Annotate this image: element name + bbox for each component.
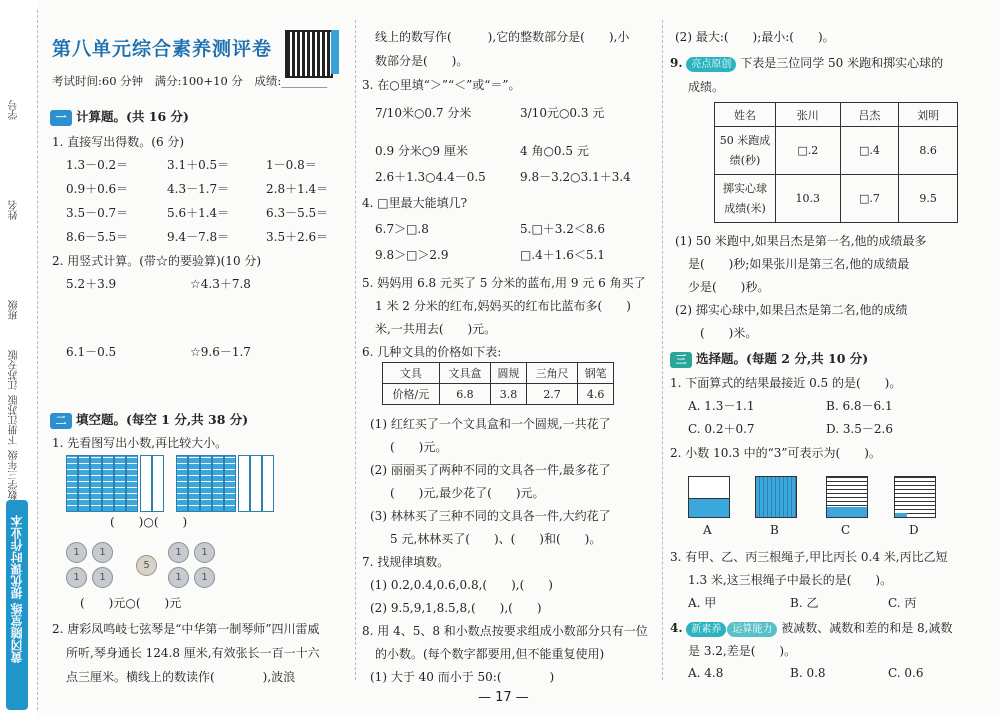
table-cell: 价格/元 — [383, 384, 440, 405]
section-3-heading — [670, 349, 868, 368]
q4-prompt: 4. □里最大能填几? — [362, 196, 468, 210]
fig-d-icon — [894, 476, 936, 518]
column-divider — [662, 20, 663, 680]
table-cell: 10.3 — [776, 175, 841, 223]
table-row — [715, 127, 958, 175]
strip-empty — [250, 455, 262, 512]
table-cell: 6.8 — [439, 384, 490, 405]
strip-empty — [262, 455, 274, 512]
q9-1a: (1) 50 米跑中,如果吕杰是第一名,他的成绩最多 — [675, 234, 927, 248]
option: A. 1.3－1.1 — [688, 399, 755, 413]
coin-icon: 1 — [66, 542, 87, 563]
c4-line1: 4. 新素养 运算能力 被减数、减数和差的和是 8,减数 — [670, 621, 953, 635]
fig1-caption: ( )○( ) — [110, 515, 188, 529]
option: C. 丙 — [888, 596, 917, 610]
table-cell: 50 米跑成绩(秒) — [715, 127, 776, 175]
fig-a-icon — [688, 476, 730, 518]
q6-3a: (3) 林林买了三种不同的文具各一件,大约花了 — [370, 509, 611, 523]
q9-1b: 是( )秒;如果张川是第三名,他的成绩最 — [688, 257, 910, 271]
spine-label-grade: 数学三年级 — [9, 450, 20, 500]
table-row — [715, 103, 958, 127]
q5-line2: 1 米 2 分米的红布,妈妈买的红布比蓝布多( ) — [375, 299, 631, 313]
s1-q2: 2. 用竖式计算。(带☆的要验算)(10 分) — [52, 254, 262, 268]
fig-c-icon — [826, 476, 868, 518]
table-cell: 三角尺 — [526, 363, 577, 384]
coin-icon: 1 — [194, 567, 215, 588]
strip-shaded — [126, 455, 138, 512]
q6-2b: ( )元,最少花了( )元。 — [390, 486, 545, 500]
section-2-title: 填空题。(每空 1 分,共 38 分) — [76, 412, 249, 427]
q9-line1: 9. 亮点原创 下表是三位同学 50 米跑和掷实心球的 — [670, 56, 944, 70]
s2-q2-line2: 所听,琴身通长 124.8 厘米,有效张长一百一十六 — [66, 646, 320, 660]
c3-line2: 1.3 米,这三根绳子中最长的是( )。 — [688, 573, 893, 587]
calc-item: 3.1＋0.5＝ — [167, 158, 230, 172]
strip-shaded — [200, 455, 212, 512]
table-cell: 掷实心球成绩(米) — [715, 175, 776, 223]
vertical-calc-item: 6.1－0.5 — [66, 345, 117, 359]
fill-item: 9.8＞□＞2.9 — [375, 248, 449, 262]
coin-5-icon: 5 — [136, 555, 157, 576]
spine-label-version: 江苏版 — [9, 395, 20, 425]
fig-label: C — [841, 523, 851, 537]
table-cell: □.4 — [840, 127, 899, 175]
calc-item: 2.8＋1.4＝ — [266, 182, 329, 196]
q9-1c: 少是( )秒。 — [688, 280, 770, 294]
compare-item: 7/10米○0.7 分米 — [375, 106, 472, 120]
coin-icon: 1 — [168, 542, 189, 563]
coin-icon: 1 — [92, 542, 113, 563]
strip-empty — [238, 455, 250, 512]
table-row — [715, 175, 958, 223]
page-title: 第八单元综合素养测评卷 — [52, 38, 273, 60]
q9-2b: ( )米。 — [700, 326, 758, 340]
vertical-calc-item: ☆4.3＋7.8 — [190, 277, 251, 291]
spine-label-name: 姓名 — [9, 200, 20, 220]
q6-2a: (2) 丽丽买了两种不同的文具各一件,最多花了 — [370, 463, 611, 477]
option: B. 乙 — [790, 596, 819, 610]
spine-label-class: 班级 — [9, 300, 20, 320]
fig2-caption: ( )元○( )元 — [80, 596, 182, 610]
vertical-calc-item: ☆9.6－1.7 — [190, 345, 251, 359]
table-cell: 圆规 — [491, 363, 527, 384]
calc-item: 0.9＋0.6＝ — [66, 182, 129, 196]
spine-brand-text: 黄冈随堂练 提优课时作业本 — [10, 515, 24, 664]
calc-item: 9.4－7.8＝ — [167, 230, 230, 244]
s1-q1: 1. 直接写出得数。(6 分) — [52, 135, 185, 149]
table-cell: □.7 — [840, 175, 899, 223]
fill-item: 5.□＋3.2＜8.6 — [520, 222, 605, 236]
calc-item: 1.3－0.2＝ — [66, 158, 129, 172]
q8-2: (2) 最大:( );最小:( )。 — [675, 30, 835, 44]
price-table — [382, 362, 614, 405]
fig-label: B — [770, 523, 779, 537]
fill-item: □.4＋1.6＜5.1 — [520, 248, 605, 262]
q7-2: (2) 9.5,9,1,8.5,8,( ),( ) — [370, 601, 542, 615]
exam-meta: 考试时间:60 分钟 满分:100+10 分 成绩:________ — [52, 74, 328, 88]
strip-shaded — [176, 455, 188, 512]
q7-1: (1) 0.2,0.4,0.6,0.8,( ),( ) — [370, 578, 553, 592]
qr-tag — [331, 30, 339, 74]
option: B. 6.8－6.1 — [826, 399, 893, 413]
q8-line1: 8. 用 4、5、8 和小数点按要求组成小数部分只有一位 — [362, 624, 648, 638]
table-cell: 9.5 — [899, 175, 958, 223]
strip-empty — [140, 455, 152, 512]
strip-shaded — [212, 455, 224, 512]
table-cell: 刘明 — [899, 103, 958, 127]
sports-table — [714, 102, 958, 223]
table-cell: 4.6 — [578, 384, 614, 405]
table-cell: 张川 — [776, 103, 841, 127]
strip-shaded — [90, 455, 102, 512]
table-cell: 钢笔 — [578, 363, 614, 384]
table-row — [383, 363, 614, 384]
coin-icon: 1 — [92, 567, 113, 588]
calc-item: 5.6＋1.4＝ — [167, 206, 230, 220]
section-3-number: 三 — [670, 352, 692, 368]
fig-b-icon — [755, 476, 797, 518]
c2-prompt: 2. 小数 10.3 中的“3”可表示为( )。 — [670, 446, 881, 460]
strip-shaded — [78, 455, 90, 512]
q9-line2: 成绩。 — [688, 80, 725, 94]
option: C. 0.2＋0.7 — [688, 422, 755, 436]
table-cell: 文具盒 — [439, 363, 490, 384]
c4-text: 被减数、减数和差的和是 8,减数 — [781, 621, 953, 635]
page-number: — 17 — — [478, 690, 529, 705]
table-cell: □.2 — [776, 127, 841, 175]
q6-1b: ( )元。 — [390, 440, 448, 454]
qr-code-icon — [285, 30, 333, 78]
s2-q2-line1: 2. 唐彩凤鸣岐七弦琴是“中华第一制琴师”四川雷威 — [52, 622, 320, 636]
option: A. 4.8 — [688, 666, 724, 680]
q8-1: (1) 大于 40 而小于 50:( ) — [370, 670, 555, 684]
column-divider — [355, 20, 356, 680]
table-cell: 8.6 — [899, 127, 958, 175]
calc-item: 4.3－1.7＝ — [167, 182, 230, 196]
binding-spine — [0, 0, 38, 716]
calc-item: 8.6－5.5＝ — [66, 230, 129, 244]
table-row — [383, 384, 614, 405]
coin-icon: 1 — [168, 567, 189, 588]
strip-shaded — [188, 455, 200, 512]
spine-label-student-id: 学号 — [9, 100, 20, 120]
strip-shaded — [102, 455, 114, 512]
spine-label-edition: 江苏专版 — [9, 350, 20, 390]
compare-item: 9.8－3.2○3.1＋3.4 — [520, 170, 631, 184]
compare-item: 2.6＋1.3○4.4－0.5 — [375, 170, 486, 184]
table-cell: 3.8 — [491, 384, 527, 405]
q3-prompt: 3. 在○里填“＞”“＜”或“＝”。 — [362, 78, 521, 92]
option: A. 甲 — [688, 596, 717, 610]
q6-1a: (1) 红红买了一个文具盒和一个圆规,一共花了 — [370, 417, 611, 431]
c1-prompt: 1. 下面算式的结果最接近 0.5 的是( )。 — [670, 376, 902, 390]
q6-3b: 5 元,林林买了( )、( )和( )。 — [390, 532, 602, 546]
strip-shaded — [66, 455, 78, 512]
section-1-title: 计算题。(共 16 分) — [76, 109, 189, 124]
fig-label: D — [909, 523, 919, 537]
q7-prompt: 7. 找规律填数。 — [362, 555, 450, 569]
mid-line1: 线上的数写作( ),它的整数部分是( ),小 — [375, 30, 630, 44]
c4-line2: 是 3.2,差是( )。 — [688, 644, 797, 658]
fill-item: 6.7＞□.8 — [375, 222, 429, 236]
compare-item: 0.9 分米○9 厘米 — [375, 144, 468, 158]
q9-text: 下表是三位同学 50 米跑和掷实心球的 — [740, 56, 944, 70]
section-2-heading — [50, 410, 248, 429]
option: B. 0.8 — [790, 666, 826, 680]
q8-line2: 的小数。(每个数字都要用,但不能重复使用) — [375, 647, 605, 661]
q6-prompt: 6. 几种文具的价格如下表: — [362, 345, 502, 359]
vertical-calc-item: 5.2＋3.9 — [66, 277, 117, 291]
cut-line — [37, 10, 38, 710]
c3-line1: 3. 有甲、乙、丙三根绳子,甲比丙长 0.4 米,丙比乙短 — [670, 550, 948, 564]
q9-2a: (2) 掷实心球中,如果吕杰是第二名,他的成绩 — [675, 303, 908, 317]
compare-item: 3/10元○0.3 元 — [520, 106, 605, 120]
strip-empty — [152, 455, 164, 512]
section-2-number: 二 — [50, 413, 72, 429]
coin-icon: 1 — [194, 542, 215, 563]
strip-shaded — [224, 455, 236, 512]
s2-q2-line3: 点三厘米。横线上的数读作( ),波浪 — [66, 670, 296, 684]
spine-label-volume: 下册 — [9, 425, 20, 445]
section-1-number: 一 — [50, 110, 72, 126]
q5-line3: 米,一共用去( )元。 — [375, 322, 497, 336]
s2-q1: 1. 先看图写出小数,再比较大小。 — [52, 436, 228, 450]
strip-shaded — [114, 455, 126, 512]
table-cell: 2.7 — [526, 384, 577, 405]
compare-item: 4 角○0.5 元 — [520, 144, 589, 158]
calc-item: 3.5＋2.6＝ — [266, 230, 329, 244]
table-cell: 吕杰 — [840, 103, 899, 127]
calc-item: 3.5－0.7＝ — [66, 206, 129, 220]
coin-icon: 1 — [66, 567, 87, 588]
q5-line1: 5. 妈妈用 6.8 元买了 5 分米的蓝布,用 9 元 6 角买了 — [362, 276, 646, 290]
c4-tag2: 运算能力 — [727, 622, 777, 637]
calc-item: 6.3－5.5＝ — [266, 206, 329, 220]
table-cell: 姓名 — [715, 103, 776, 127]
section-3-title: 选择题。(每题 2 分,共 10 分) — [696, 351, 869, 366]
mid-line2: 数部分是( )。 — [375, 54, 469, 68]
q9-tag: 亮点原创 — [686, 57, 736, 72]
c4-tag: 新素养 — [686, 622, 726, 637]
fig-label: A — [703, 523, 712, 537]
table-cell: 文具 — [383, 363, 440, 384]
calc-item: 1－0.8＝ — [266, 158, 317, 172]
option: C. 0.6 — [888, 666, 924, 680]
option: D. 3.5－2.6 — [826, 422, 893, 436]
section-1-heading — [50, 107, 189, 126]
